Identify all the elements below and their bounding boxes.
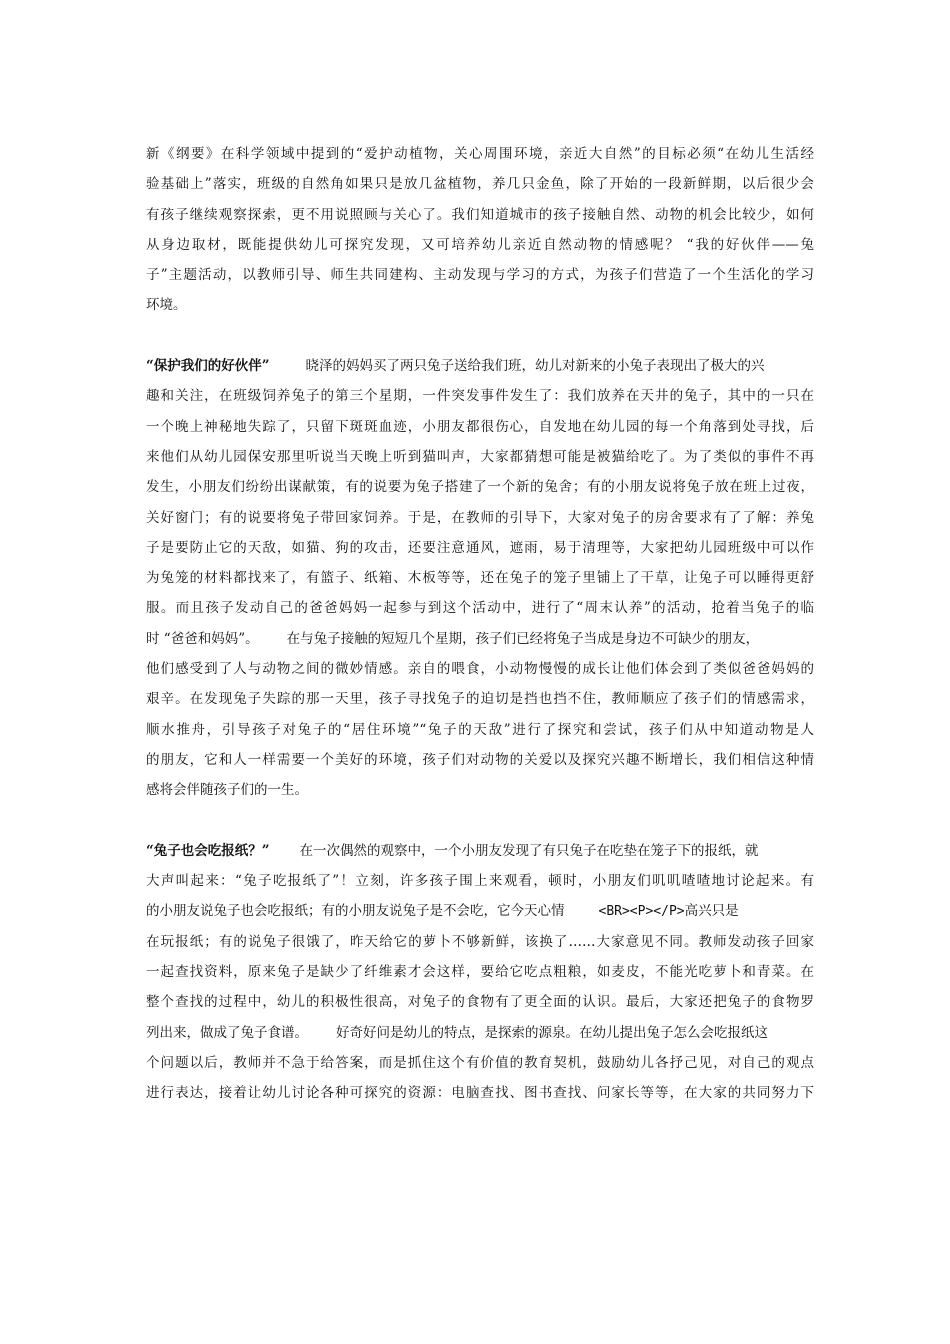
text-segment: 好奇好问是幼儿的特点，是探索的源泉。在幼儿提出兔子怎么会吃报纸这 xyxy=(336,1024,768,1041)
text-line: 艰辛。在发现兔子失踪的那一天里，孩子寻找兔子的迫切是挡也挡不住，教师顺应了孩子们的情感需求， xyxy=(146,691,814,708)
text-line: 服。而且孩子发动自己的爸爸妈妈一起参与到这个活动中，进行了“周末认养”的活动，抢着当兔子的临 xyxy=(146,600,814,617)
text-line: 进行表达，接着让幼儿讨论各种可探究的资源：电脑查找、图书查找、问家长等等，在大家的共同努力下 xyxy=(146,1085,814,1102)
text-line: 发生，小朋友们纷纷出谋献策，有的说要为兔子搭建了一个新的兔舍；有的小朋友说将兔子放在班上过夜， xyxy=(146,479,814,496)
text-line: 新《纲要》在科学领域中提到的“爱护动植物，关心周围环境，亲近大自然”的目标必须“在幼儿生活经 xyxy=(146,146,814,162)
text-line: 大声叫起来：“兔子吃报纸了”！立刻，许多孩子围上来观看，顿时，小朋友们叽叽喳喳地讨论起来。有 xyxy=(146,873,814,890)
section-protect-partner xyxy=(146,351,814,805)
section-heading: “兔子也会吃报纸？” xyxy=(146,842,270,859)
text-line: 个问题以后，教师并不急于给答案，而是抓住这个有价值的教育契机，鼓励幼儿各抒己见，对自己的观点 xyxy=(146,1054,814,1071)
text-segment: 时 “爸爸和妈妈”。 xyxy=(146,630,259,647)
text-line: 环境。 xyxy=(146,297,187,314)
text-line xyxy=(146,1018,814,1048)
html-code-fragment: <BR><P></P> xyxy=(598,904,685,920)
text-line: 子是要防止它的天敌，如猫、狗的攻击，还要注意通风，遮雨，易于清理等，大家把幼儿园班级中可以作 xyxy=(146,539,814,556)
text-line: 关好窗门；有的说要将兔子带回家饲养。于是，在教师的引导下，大家对兔子的房舍要求有了了解：养兔 xyxy=(146,509,814,526)
text-segment: 列出来，做成了兔子食谱。 xyxy=(146,1024,308,1041)
text-line: 来他们从幼儿园保安那里听说当天晚上听到猫叫声，大家都猜想可能是被猫给吃了。为了类似的事件不再 xyxy=(146,448,814,465)
text-line: 顺水推舟，引导孩子对兔子的“居住环境”“兔子的天敌”进行了探究和尝试，孩子们从中知道动物是人 xyxy=(146,721,814,738)
text-line: 验基础上”落实，班级的自然角如果只是放几盆植物，养几只金鱼，除了开始的一段新鲜期，以后很少会 xyxy=(146,176,814,193)
text-line: 的朋友，它和人一样需要一个美好的环境，孩子们对动物的关爱以及探究兴趣不断增长，我们相信这种情 xyxy=(146,751,814,768)
text-line: 一起查找资料，原来兔子是缺少了纤维素才会这样，要给它吃点粗粮，如麦皮，不能光吃萝卜和青菜。在 xyxy=(146,964,814,981)
text-segment: 晓泽的妈妈买了两只兔子送给我们班，幼儿对新来的小兔子表现出了极大的兴 xyxy=(305,358,765,375)
text-line: 有孩子继续观察探索，更不用说照顾与关心了。我们知道城市的孩子接触自然、动物的机会比较少，如何 xyxy=(146,206,814,223)
text-segment: 在与兔子接触的短短几个星期，孩子们已经将兔子当成是身边不可缺少的朋友， xyxy=(286,630,760,647)
text-line: 他们感受到了人与动物之间的微妙情感。亲自的喂食，小动物慢慢的成长让他们体会到了类似爸爸妈妈的 xyxy=(146,661,814,678)
text-line: 一个晚上神秘地失踪了，只留下斑斑血迹，小朋友都很伤心，自发地在幼儿园的每一个角落到处寻找，后 xyxy=(146,418,814,435)
text-line: 感将会伴随孩子们的一生。 xyxy=(146,782,308,799)
section-heading: “保护我们的好伙伴” xyxy=(146,358,270,375)
text-line: 从身边取材，既能提供幼儿可探究发现，又可培养幼儿亲近自然动物的情感呢？ “我的好伙伴——兔 xyxy=(146,236,814,253)
text-segment: 高兴只是 xyxy=(684,903,739,920)
section-first-line xyxy=(146,351,814,381)
document-body xyxy=(146,139,814,1109)
intro-paragraph xyxy=(146,139,814,321)
section-rabbit-eats-paper xyxy=(146,836,814,1109)
text-line: 在玩报纸；有的说兔子很饿了，昨天给它的萝卜不够新鲜，该换了……大家意见不同。教师发动孩子回家 xyxy=(146,933,814,950)
text-segment: 在一次偶然的观察中，一个小朋友发现了有只兔子在吃垫在笼子下的报纸，就 xyxy=(299,842,759,859)
text-segment: 的小朋友说兔子也会吃报纸；有的小朋友说兔子是不会吃，它今天心情 xyxy=(146,903,565,920)
text-line xyxy=(146,896,814,926)
text-line: 子”主题活动，以教师引导、师生共同建构、主动发现与学习的方式，为孩子们营造了一个生活化的学习 xyxy=(146,267,814,284)
text-line xyxy=(146,624,814,654)
text-line: 为兔笼的材料都找来了，有篮子、纸箱、木板等等，还在兔子的笼子里铺上了干草，让兔子可以睡得更舒 xyxy=(146,570,814,587)
section-first-line xyxy=(146,836,814,866)
text-line: 趣和关注，在班级饲养兔子的第三个星期，一件突发事件发生了：我们放养在天井的兔子，其中的一只在 xyxy=(146,388,814,405)
text-line: 整个查找的过程中，幼儿的积极性很高，对兔子的食物有了更全面的认识。最后，大家还把兔子的食物罗 xyxy=(146,994,814,1011)
